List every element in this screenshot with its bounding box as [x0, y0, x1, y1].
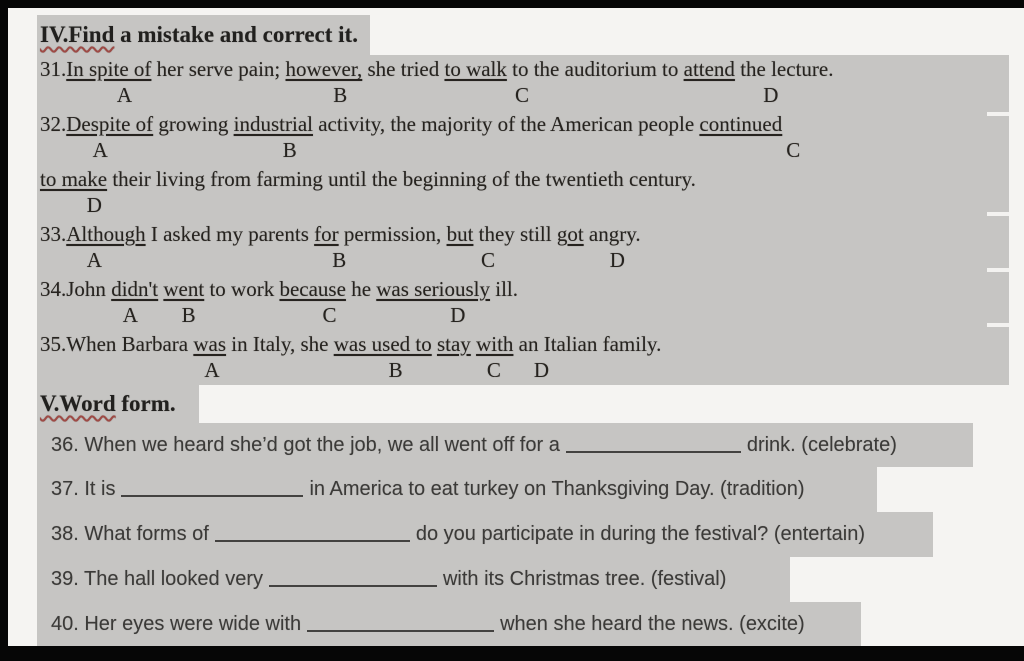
question-39: 39. The hall looked very with its Christmas tree. (festival) [37, 557, 790, 602]
question-31-text: 31.In spite of her serve pain; however, she tried to walk to the auditorium to attend the lecture. [40, 57, 834, 81]
document-page [8, 8, 1024, 646]
marker-a: A [86, 248, 102, 272]
question-35-text: 35.When Barbara was in Italy, she was used to stay with an Italian family. [40, 332, 662, 356]
question-35-markers [37, 358, 1009, 385]
answer-blank-39 [269, 585, 437, 587]
marker-b: B [388, 358, 403, 382]
marker-d: D [763, 83, 779, 107]
top-black-border [0, 0, 1024, 8]
section-iv-label: IV.Find [40, 22, 115, 47]
marker-a: A [204, 358, 220, 382]
section-v-title: form. [115, 391, 176, 416]
marker-d: D [533, 358, 550, 382]
marker-b: B [181, 303, 196, 327]
marker-b: B [333, 83, 348, 107]
marker-c: C [786, 138, 801, 162]
marker-c: C [322, 303, 337, 327]
section-iv-block [37, 55, 1009, 385]
marker-b: B [332, 248, 347, 272]
marker-d: D [86, 193, 102, 217]
answer-blank-36 [566, 451, 741, 453]
answer-blank-40 [307, 630, 494, 632]
question-33-markers [37, 248, 1009, 275]
marker-a: A [122, 303, 138, 327]
marker-d: D [609, 248, 625, 272]
question-32-markers-line2 [37, 193, 1009, 220]
answer-blank-37 [121, 495, 303, 497]
left-black-border [0, 0, 8, 661]
question-32-text-line1: 32.Despite of growing industrial activity, the majority of the American people continued [40, 112, 783, 136]
marker-d: D [450, 303, 466, 327]
question-31-markers [37, 83, 1009, 110]
scan-artifact-tick [987, 112, 1009, 116]
marker-a: A [116, 83, 133, 107]
marker-a: A [92, 138, 108, 162]
scan-artifact-tick [987, 268, 1009, 272]
question-38: 38. What forms of do you participate in during the festival? (entertain) [37, 512, 933, 557]
section-v-heading [37, 385, 199, 423]
question-34-text: 34.John didn't went to work because he was seriously ill. [40, 277, 519, 301]
scan-artifact-tick [987, 323, 1009, 327]
question-33-text: 33.Although I asked my parents for permission, but they still got angry. [40, 222, 641, 246]
question-34-markers [37, 303, 1009, 330]
section-v-label: V.Word [40, 391, 116, 416]
marker-c: C [480, 248, 496, 272]
marker-b: B [282, 138, 297, 162]
question-32-markers-line1 [37, 138, 1009, 165]
marker-c: C [486, 358, 501, 382]
question-36: 36. When we heard she’d got the job, we all went off for a drink. (celebrate) [37, 423, 973, 467]
section-iv-heading [37, 15, 370, 55]
scan-artifact-tick [987, 212, 1009, 216]
question-40: 40. Her eyes were wide with when she heard the news. (excite) [37, 602, 861, 646]
question-37: 37. It is in America to eat turkey on Thanksgiving Day. (tradition) [37, 467, 877, 512]
marker-c: C [515, 83, 530, 107]
bottom-black-border [0, 646, 1024, 661]
answer-blank-38 [215, 540, 410, 542]
section-iv-title: a mistake and correct it. [114, 22, 358, 47]
question-32-text-line2: to make their living from farming until the beginning of the twentieth century. [40, 167, 696, 191]
